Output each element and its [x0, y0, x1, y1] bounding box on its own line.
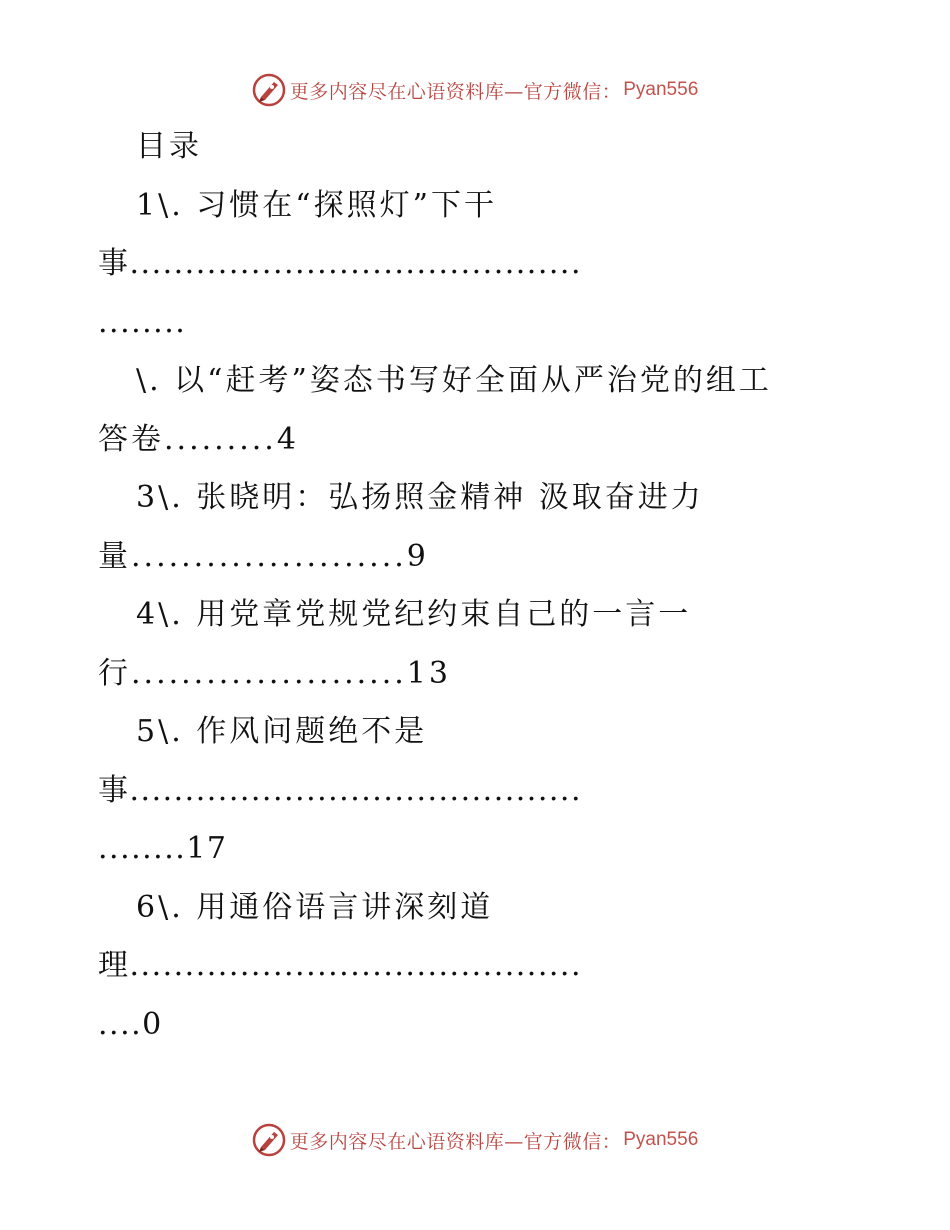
toc-line: 3\. 张晓明：弘扬照金精神 汲取奋进力 — [136, 480, 704, 515]
toc-line: ........ — [98, 304, 187, 340]
pen-logo-icon — [252, 1123, 286, 1157]
watermark-wechat-id: Pyan556 — [623, 1129, 699, 1150]
toc-line: 答卷.........4 — [98, 421, 299, 457]
toc-line: 事......................................... — [98, 772, 582, 808]
toc-line: 行......................13 — [98, 655, 451, 691]
toc-line: 1\. 习惯在“探照灯”下干 — [136, 187, 497, 223]
header-watermark — [0, 70, 950, 110]
toc-title: 目录 — [136, 129, 202, 164]
toc-line: 5\. 作风问题绝不是 — [136, 714, 428, 749]
toc-line: ....0 — [98, 1006, 163, 1042]
footer-watermark — [0, 1120, 950, 1160]
watermark-text: 更多内容尽在心语资料库—官方微信： — [289, 1130, 622, 1153]
toc-line: ........17 — [98, 831, 228, 866]
toc-line: \. 以“赶考”姿态书写好全面从严治党的组工 — [136, 363, 772, 398]
table-of-contents — [98, 118, 846, 1054]
toc-line: 事......................................... — [98, 246, 582, 281]
watermark-wechat-id: Pyan556 — [623, 79, 699, 100]
toc-line: 6\. 用通俗语言讲深刻道 — [136, 889, 494, 925]
toc-line: 量......................9 — [98, 538, 429, 574]
watermark-text: 更多内容尽在心语资料库—官方微信： — [289, 80, 622, 103]
toc-line: 4\. 用党章党规党纪约束自己的一言一 — [136, 597, 692, 632]
pen-logo-icon — [252, 73, 286, 107]
toc-line: 理......................................... — [98, 948, 582, 983]
